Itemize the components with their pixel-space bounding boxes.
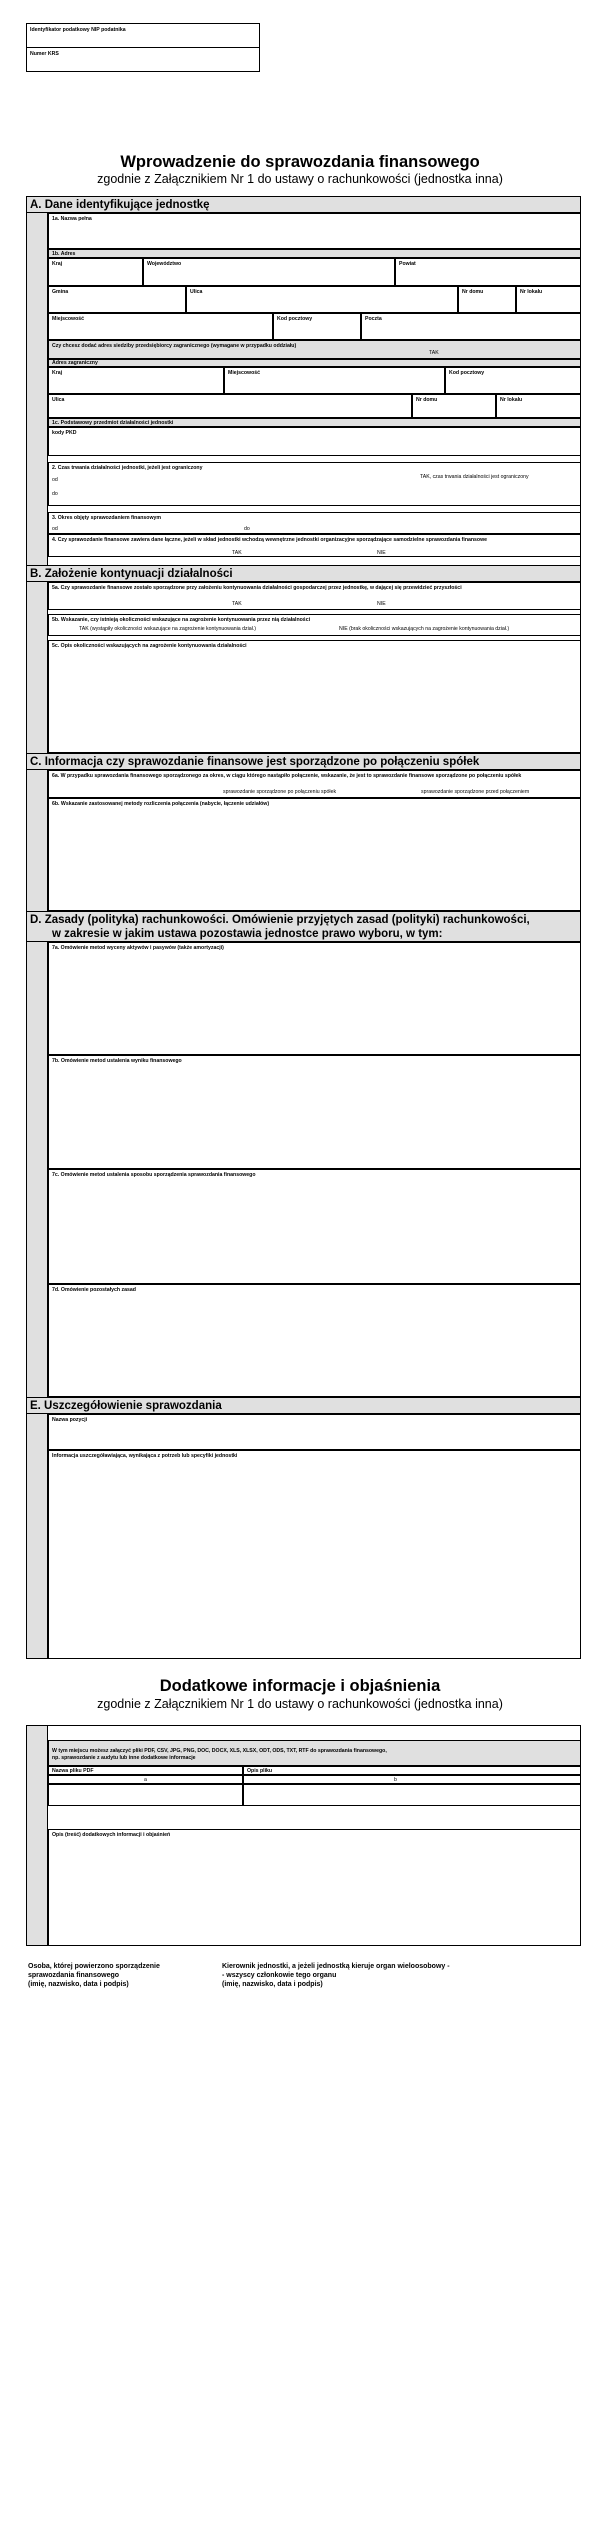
q5b-tak-option[interactable]: TAK (wystąpiły okoliczności wskazujące na zagrożenie kontynuowania dział.) [79, 626, 256, 632]
combined-label: 4. Czy sprawozdanie finansowe zawiera dane łączne, jeżeli w skład jednostki wchodzą wewnętrzne jednostki organizacyjne sporządzające samodzielne sprawozdania finansowe [52, 537, 488, 543]
apartment-number-field[interactable] [516, 286, 581, 313]
position-name-field[interactable] [48, 1414, 581, 1450]
q5a-tak-option[interactable]: TAK [232, 601, 242, 607]
preparer-line1: Osoba, której powierzono sporządzenie [28, 1963, 160, 1970]
foreign-city-field[interactable] [224, 367, 445, 394]
extra-title: Dodatkowe informacje i objaśnienia [159, 1677, 441, 1695]
gmina-field[interactable] [48, 286, 186, 313]
krs-field[interactable] [26, 47, 260, 72]
q6b-field[interactable] [48, 798, 581, 911]
duration-label: 2. Czas trwania działalności jednostki, jeżeli jest ograniczony [52, 465, 203, 471]
name-field[interactable] [48, 213, 581, 249]
section-c-header [26, 753, 581, 770]
q5c-label: 5c. Opis okoliczności wskazujących na zagrożenie kontynuowania działalności [52, 643, 247, 649]
section-c-title: C. Informacja czy sprawozdanie finansowe jest sporządzone po połączeniu spółek [30, 756, 480, 768]
pkd-field[interactable] [48, 427, 581, 456]
street-label: Ulica [190, 289, 203, 295]
page-title: Wprowadzenie do sprawozdania finansowego [120, 153, 480, 171]
q7a-label: 7a. Omówienie metod wyceny aktywów i pasywów (także amortyzacji) [52, 945, 224, 951]
q5b-nie-option[interactable]: NIE (brak okoliczności wskazujących na zagrożenie kontynuowania dział.) [339, 626, 510, 632]
q6a-field [48, 770, 581, 798]
foreign-question-row [48, 340, 581, 359]
country-label: Kraj [52, 261, 63, 267]
manager-signature [222, 1962, 522, 1989]
file-desc-label: Opis pliku [247, 1768, 273, 1774]
manager-line1: Kierownik jednostki, a jeżeli jednostką kieruje organ wieloosobowy - [222, 1963, 450, 1970]
foreign-street-label: Ulica [52, 397, 65, 403]
section-e-header [26, 1397, 581, 1414]
attachment-info-line2: np. sprawozdanie z audytu lub inne dodatkowe informacje [52, 1755, 196, 1761]
city-label: Miejscowość [52, 316, 85, 322]
file-name-header [48, 1766, 243, 1775]
foreign-postal-label: Kod pocztowy [449, 370, 485, 376]
foreign-city-label: Miejscowość [228, 370, 261, 376]
description-field[interactable] [48, 1829, 581, 1946]
foreign-question-label: Czy chcesz dodać adres siedziby przedsiębiorcy zagranicznego (wymagane w przypadku oddziału) [52, 343, 297, 349]
foreign-house-field[interactable] [412, 394, 496, 418]
duration-from-label: od [52, 477, 58, 483]
voivodeship-field[interactable] [143, 258, 395, 286]
preparer-line3: (imię, nazwisko, data i podpis) [28, 1981, 129, 1988]
attachment-info-line1: W tym miejscu możesz załączyć pliki PDF, CSV, JPG, PNG, DOC, DOCX, XLS, XLSX, ODT, ODS, TXT, RTF do sprawozdania finansowego, [52, 1748, 387, 1754]
section-a-title: A. Dane identyfikujące jednostkę [30, 199, 210, 211]
district-label: Powiat [399, 261, 416, 267]
house-number-field[interactable] [458, 286, 516, 313]
pkd-label: kody PKD [52, 430, 77, 436]
post-office-field[interactable] [361, 313, 581, 340]
q5a-nie-option[interactable]: NIE [377, 601, 386, 607]
preparer-line2: sprawozdania finansowego [28, 1972, 120, 1979]
combined-tak-option[interactable]: TAK [232, 550, 242, 556]
q7b-label: 7b. Omówienie metod ustalenia wyniku finansowego [52, 1058, 182, 1064]
manager-line3: (imię, nazwisko, data i podpis) [222, 1981, 323, 1988]
street-field[interactable] [186, 286, 458, 313]
q7b-field[interactable] [48, 1055, 581, 1169]
foreign-street-field[interactable] [48, 394, 412, 418]
voivodeship-label: Województwo [147, 261, 182, 267]
foreign-postal-field[interactable] [445, 367, 581, 394]
col-b-label: b [394, 1777, 397, 1783]
section-d-header [26, 911, 581, 942]
q5c-field[interactable] [48, 640, 581, 753]
nip-field[interactable] [26, 23, 260, 48]
foreign-address-label: Adres zagraniczny [52, 360, 98, 366]
city-field[interactable] [48, 313, 273, 340]
q6a-before-option[interactable]: sprawozdanie sporządzone przed połączeniem [421, 789, 530, 795]
q7a-field[interactable] [48, 942, 581, 1055]
activity-header [48, 418, 581, 427]
q7c-field[interactable] [48, 1169, 581, 1284]
period-field[interactable] [48, 512, 581, 534]
foreign-tak-option[interactable]: TAK [429, 350, 439, 356]
post-office-label: Poczta [365, 316, 382, 322]
file-name-label: Nazwa pliku PDF [52, 1768, 94, 1774]
q6a-after-option[interactable]: sprawozdanie sporządzone po połączeniu spółek [223, 789, 337, 795]
position-name-label: Nazwa pozycji [52, 1417, 88, 1423]
col-b-header [243, 1775, 581, 1784]
page-subtitle: zgodnie z Załącznikiem Nr 1 do ustawy o rachunkowości (jednostka inna) [97, 172, 503, 186]
extra-subtitle: zgodnie z Załącznikiem Nr 1 do ustawy o rachunkowości (jednostka inna) [97, 1697, 503, 1711]
duration-field[interactable] [48, 462, 581, 506]
address-header [48, 249, 581, 258]
extra-left-strip [27, 1726, 48, 1945]
q5b-label: 5b. Wskazanie, czy istnieją okoliczności wskazujące na zagrożenie kontynuowania przez nią działalności [52, 617, 311, 623]
nip-label: Identyfikator podatkowy NIP podatnika [30, 27, 126, 33]
duration-to-label: do [52, 491, 58, 497]
section-d-title-line2: w zakresie w jakim ustawa pozostawia jednostce prawo wyboru, w tym: [52, 928, 443, 940]
q6a-label: 6a. W przypadku sprawozdania finansowego sporządzonego za okres, w ciągu którego nastąpiło połączenie, wskazanie, że jest to sprawozdanie finansowe sporządzone po połączeniu spółek [52, 773, 522, 779]
country-field[interactable] [48, 258, 143, 286]
name-label: 1a. Nazwa pełna [52, 216, 92, 222]
q6b-label: 6b. Wskazanie zastosowanej metody rozliczenia połączenia (nabycie, łączenie udziałów) [52, 801, 270, 807]
q7d-label: 7d. Omówienie pozostałych zasad [52, 1287, 136, 1293]
manager-line2: - wszyscy członkowie tego organu [222, 1972, 337, 1979]
col-a-header [48, 1775, 243, 1784]
gmina-label: Gmina [52, 289, 69, 295]
preparer-signature [28, 1962, 228, 1989]
postal-code-field[interactable] [273, 313, 361, 340]
postal-code-label: Kod pocztowy [277, 316, 313, 322]
file-desc-input[interactable] [243, 1784, 581, 1806]
house-number-label: Nr domu [462, 289, 484, 295]
apartment-number-label: Nr lokalu [520, 289, 543, 295]
file-name-input[interactable] [48, 1784, 243, 1806]
q5a-field [48, 582, 581, 610]
detail-info-label: Informacja uszczegóławiająca, wynikająca z potrzeb lub specyfiki jednostki [52, 1453, 238, 1459]
combined-field [48, 534, 581, 557]
col-a-label: a [144, 1777, 147, 1783]
q7d-field[interactable] [48, 1284, 581, 1397]
q5a-label: 5a. Czy sprawozdanie finansowe zostało sporządzone przy założeniu kontynuowania działalności gospodarczej przez jednostkę, w dającej się przewidzieć przyszłości [52, 585, 462, 591]
section-e-title: E. Uszczegółowienie sprawozdania [30, 1400, 222, 1412]
section-b-header [26, 565, 581, 582]
foreign-country-field[interactable] [48, 367, 224, 394]
duration-tak-option[interactable]: TAK, czas trwania działalności jest ograniczony [420, 474, 529, 480]
district-field[interactable] [395, 258, 581, 286]
period-to-label: do [244, 526, 250, 532]
foreign-address-header [48, 359, 581, 367]
period-from-label: od [52, 526, 58, 532]
foreign-country-label: Kraj [52, 370, 63, 376]
detail-info-field[interactable] [48, 1450, 581, 1659]
section-a-header [26, 196, 581, 213]
period-label: 3. Okres objęty sprawozdaniem finansowym [52, 515, 161, 521]
description-label: Opis (treść) dodatkowych informacji i objaśnień [52, 1832, 171, 1838]
section-b-title: B. Założenie kontynuacji działalności [30, 568, 233, 580]
q7c-label: 7c. Omówienie metod ustalenia sposobu sporządzenia sprawozdania finansowego [52, 1172, 256, 1178]
address-label: 1b. Adres [52, 251, 76, 257]
q5b-field [48, 614, 581, 636]
foreign-house-label: Nr domu [416, 397, 438, 403]
foreign-apartment-field[interactable] [496, 394, 581, 418]
file-desc-header [243, 1766, 581, 1775]
activity-label: 1c. Podstawowy przedmiot działalności jednostki [52, 420, 174, 426]
foreign-apartment-label: Nr lokalu [500, 397, 523, 403]
attachment-header [48, 1740, 581, 1766]
combined-nie-option[interactable]: NIE [377, 550, 386, 556]
krs-label: Numer KRS [30, 51, 59, 57]
section-d-title-line1: D. Zasady (polityka) rachunkowości. Omówienie przyjętych zasad (polityki) rachunkowości, [30, 914, 530, 926]
